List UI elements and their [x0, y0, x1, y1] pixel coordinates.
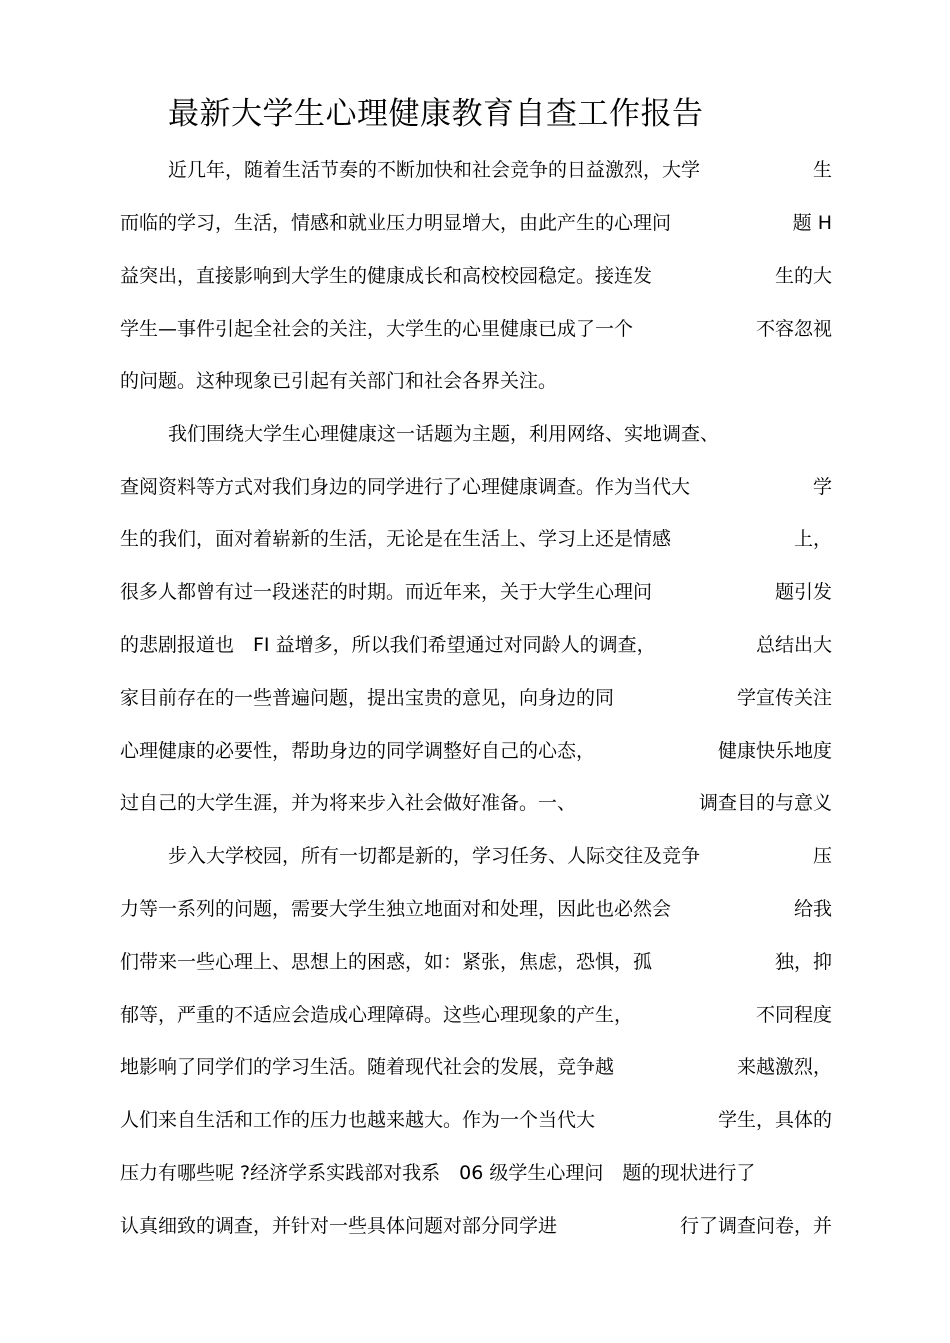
line-text: 心理健康的必要性，帮助身边的同学调整好自己的心态，: [120, 740, 596, 762]
text-line: [120, 312, 832, 346]
line-text-end: 给我: [793, 898, 832, 920]
text-line: [120, 1209, 832, 1243]
line-text: 步入大学校园，所有一切都是新的，学习任务、人际交往及竞争: [168, 845, 701, 867]
line-text: 家目前存在的一些普遍问题，提出宝贵的意见，向身边的同: [120, 687, 615, 709]
line-text: 查阅资料等方式对我们身边的同学进行了心理健康调查。作为当代大: [120, 476, 691, 498]
line-text: 的问题。这种现象已引起有关部门和社会各界关注。: [120, 370, 558, 392]
line-text: 郁等，严重的不适应会造成心理障碍。这些心理现象的产生，: [120, 1004, 634, 1026]
line-text-end: 压: [812, 845, 832, 867]
text-line: [120, 1156, 832, 1190]
line-text-end: 独，抑: [774, 951, 832, 973]
line-text-end: 行了调查问卷，并: [679, 1215, 832, 1237]
text-line: [120, 839, 832, 873]
text-line: [120, 734, 832, 768]
line-text-end: 不容忽视: [755, 318, 832, 340]
line-text-end: 题 H: [792, 212, 832, 234]
document-title: 最新大学生心理健康教育自查工作报告: [168, 96, 704, 132]
text-line: [120, 786, 832, 820]
text-line: [120, 681, 832, 715]
text-line: [120, 259, 832, 293]
line-text-end: 来越激烈，: [736, 1056, 832, 1078]
line-text: 压力有哪些呢 ?经济学系实践部对我系 06 级学生心理问 题的现状进行了: [120, 1162, 756, 1184]
line-text: 益突出，直接影响到大学生的健康成长和高校校园稳定。接连发: [120, 265, 653, 287]
line-text: 学生—事件引起全社会的关注，大学生的心里健康已成了一个: [120, 318, 634, 340]
text-line: [120, 628, 832, 662]
line-text-end: 生: [812, 159, 832, 181]
text-line: [120, 892, 832, 926]
line-text-end: 学宣传关注: [736, 687, 832, 709]
line-text-end: 健康快乐地度: [717, 740, 832, 762]
line-text: 过自己的大学生涯，并为将来步入社会做好准备。一、: [120, 792, 577, 814]
line-text: 认真细致的调查，并针对一些具体问题对部分同学进: [120, 1215, 558, 1237]
text-line: [120, 470, 832, 504]
line-text: 地影响了同学们的学习生活。随着现代社会的发展，竞争越: [120, 1056, 615, 1078]
text-line: [120, 206, 832, 240]
line-text: 而临的学习，生活，情感和就业压力明显增大，由此产生的心理问: [120, 212, 672, 234]
text-line: [120, 575, 832, 609]
text-line: [120, 1050, 832, 1084]
line-text: 生的我们，面对着崭新的生活，无论是在生活上、学习上还是情感: [120, 528, 672, 550]
line-text-end: 题引发: [774, 581, 832, 603]
text-line: [120, 522, 832, 556]
text-line: [120, 153, 832, 187]
line-text: 近几年，随着生活节奏的不断加快和社会竞争的日益激烈，大学: [168, 159, 701, 181]
line-text-end: 不同程度: [755, 1004, 832, 1026]
line-text-end: 总结出大: [755, 634, 832, 656]
line-text-end: 生的大: [774, 265, 832, 287]
text-line: [120, 945, 832, 979]
line-text: 力等一系列的问题，需要大学生独立地面对和处理，因此也必然会: [120, 898, 672, 920]
line-text: 们带来一些心理上、思想上的困惑，如：紧张，焦虑，恐惧，孤: [120, 951, 653, 973]
line-text-end: 学生，具体的: [717, 1109, 832, 1131]
line-text: 人们来自生活和工作的压力也越来越大。作为一个当代大: [120, 1109, 596, 1131]
line-text: 我们围绕大学生心理健康这一话题为主题，利用网络、实地调查、: [168, 423, 720, 445]
text-line: [120, 417, 832, 451]
text-line: [120, 998, 832, 1032]
text-line: [120, 1103, 832, 1137]
line-text: 很多人都曾有过一段迷茫的时期。而近年来，关于大学生心理问: [120, 581, 653, 603]
line-text-end: 上，: [793, 528, 832, 550]
line-text: 的悲剧报道也 FI 益增多，所以我们希望通过对同龄人的调查，: [120, 634, 656, 656]
line-text-end: 调查目的与意义: [698, 792, 832, 814]
line-text-end: 学: [812, 476, 832, 498]
text-line: [120, 364, 832, 398]
